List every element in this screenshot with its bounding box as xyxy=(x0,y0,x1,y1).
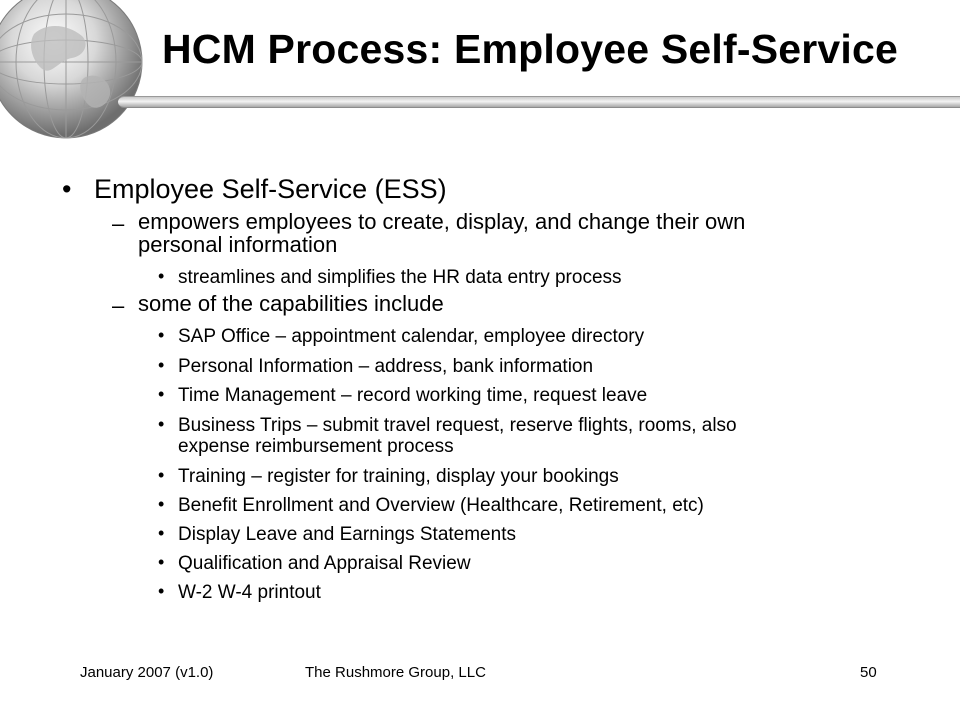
footer-page-number: 50 xyxy=(860,664,877,681)
capability-item-time-management: Time Management – record working time, request leave xyxy=(178,385,648,406)
level3-bullet: • xyxy=(158,325,165,345)
level3-bullet: • xyxy=(158,414,165,434)
footer-company: The Rushmore Group, LLC xyxy=(305,664,486,681)
level3-bullet: • xyxy=(158,494,165,514)
capability-item-business-trips-line-1: Business Trips – submit travel request, reserve flights, rooms, also xyxy=(178,415,737,436)
capability-item-w2-w4: W-2 W-4 printout xyxy=(178,582,321,603)
level3-bullet: • xyxy=(158,523,165,543)
footer-date: January 2007 (v1.0) xyxy=(80,664,214,681)
level2-item-1-line-1: empowers employees to create, display, and change their own xyxy=(138,209,746,234)
level3-bullet: • xyxy=(158,384,165,404)
level3-bullet: • xyxy=(158,355,165,375)
capability-item-sap-office: SAP Office – appointment calendar, employee directory xyxy=(178,326,645,347)
slide-title: HCM Process: Employee Self-Service xyxy=(162,26,898,72)
capability-item-business-trips-line-2: expense reimbursement process xyxy=(178,436,454,457)
level1-bullet: • xyxy=(62,174,72,204)
capability-item-personal-information: Personal Information – address, bank information xyxy=(178,356,594,377)
level3-item-detail: streamlines and simplifies the HR data entry process xyxy=(178,267,622,288)
level3-bullet: • xyxy=(158,581,165,601)
capability-item-training: Training – register for training, display your bookings xyxy=(178,466,619,487)
capability-item-benefit-enrollment: Benefit Enrollment and Overview (Healthcare, Retirement, etc) xyxy=(178,495,704,516)
level2-item-2: some of the capabilities include xyxy=(138,291,444,316)
level1-item: Employee Self-Service (ESS) xyxy=(94,174,447,204)
level2-bullet-1: – xyxy=(112,211,125,236)
capability-item-leave-earnings: Display Leave and Earnings Statements xyxy=(178,524,516,545)
level3-bullet: • xyxy=(158,266,165,286)
level3-bullet: • xyxy=(158,552,165,572)
level2-item-1-line-2: personal information xyxy=(138,232,338,257)
level2-bullet-2: – xyxy=(112,293,125,318)
capability-item-qualification-appraisal: Qualification and Appraisal Review xyxy=(178,553,471,574)
level3-bullet: • xyxy=(158,465,165,485)
